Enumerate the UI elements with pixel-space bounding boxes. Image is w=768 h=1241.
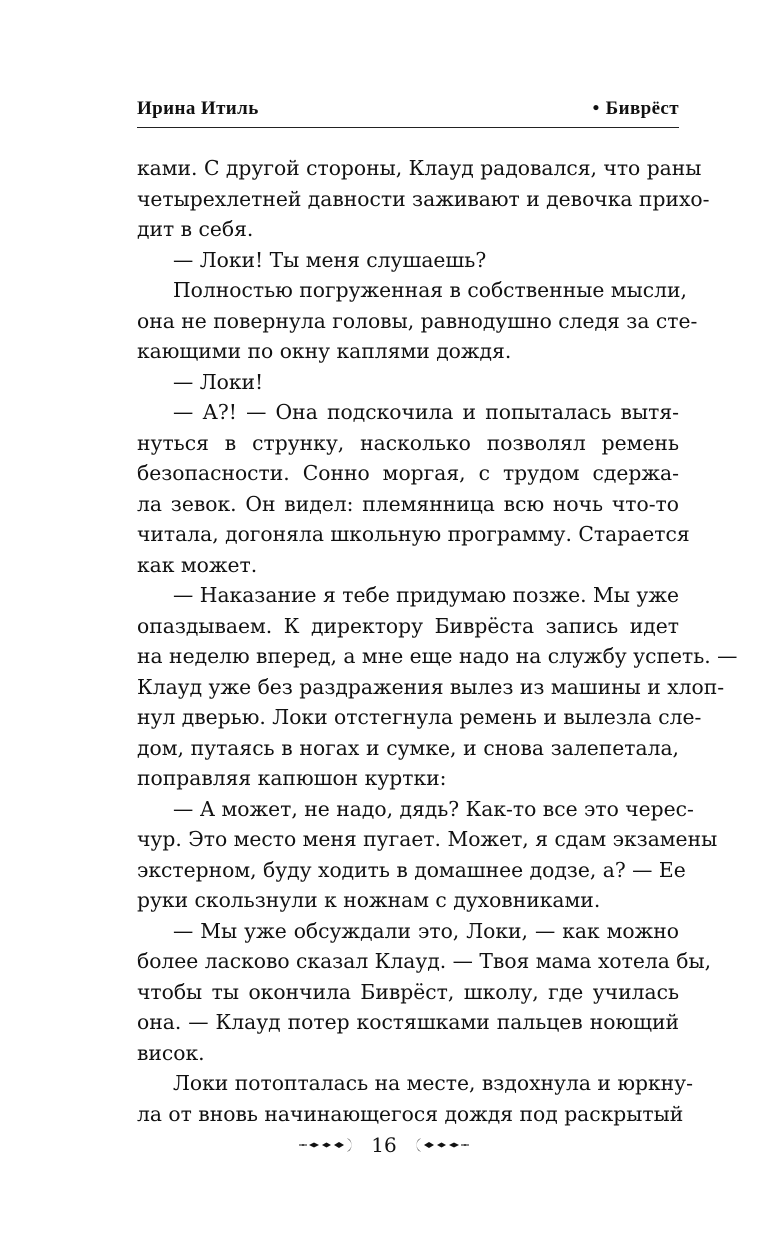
body-text [137,153,738,1129]
header-book-title: Биврёст [605,98,679,119]
text-line: чтобы ты окончила Биврёст, школу, где училась [137,979,679,1004]
page-number: 16 [371,1133,397,1157]
text-line: ла зевок. Он видел: племянница всю ночь что-то [137,491,679,516]
text-line: — Мы уже обсуждали это, Локи, — как можно [173,918,679,943]
header-book-title-group [593,98,679,120]
text-line: ла от вновь начинающегося дождя под раскрытый [137,1101,684,1126]
text-line: — Локи! [173,369,264,394]
text-line: читала, догоняла школьную программу. Старается [137,522,690,546]
text-line: — А может, не надо, дядь? Как-то все это черес- [173,796,694,821]
text-line: дит в себя. [137,217,254,241]
text-line: кающими по окну каплями дождя. [137,339,512,363]
running-header [137,96,679,126]
page-footer [0,1128,768,1162]
text-line: она. — Клауд потер костяшками пальцев ноющий [137,1010,679,1034]
text-line: она не повернула головы, равнодушно следя за сте- [137,308,698,333]
text-line: — А?! — Она подскочила и попыталась вытя- [173,400,679,424]
text-line: — Наказание я тебе придумаю позже. Мы уже [173,583,679,607]
text-line: нуться в струнку, насколько позволял ремень [137,430,679,455]
text-line: Полностью погруженная в собственные мысли, [173,278,687,302]
text-line: руки скользнули к ножнам с духовниками. [137,888,601,912]
text-line: висок. [137,1040,205,1065]
header-author: Ирина Итиль [137,98,259,119]
text-line: дом, путаясь в ногах и сумке, и снова залепетала, [137,735,679,760]
text-line: на неделю вперед, а мне еще надо на службу успеть. — [137,644,738,668]
text-line: опаздываем. К директору Биврёста запись идет [137,613,679,638]
text-line: — Локи! Ты меня слушаешь? [173,247,487,272]
text-line: как может. [137,552,258,577]
text-line: Клауд уже без раздражения вылез из машины и хлоп- [137,674,725,699]
text-line: Локи потопталась на месте, вздохнула и юркну- [173,1071,693,1095]
header-rule [137,127,679,128]
text-line: более ласково сказал Клауд. — Твоя мама хотела бы, [137,949,712,973]
header-bullet: • [592,98,600,119]
text-line: ками. С другой стороны, Клауд радовался, что раны [137,156,702,180]
text-line: безопасности. Сонно моргая, с трудом сдержа- [137,461,679,485]
text-line: чур. Это место меня пугает. Может, я сдам экзамены [137,827,718,851]
ornament-right-icon [407,1136,469,1154]
ornament-left-icon [299,1136,361,1154]
text-line: нул дверью. Локи отстегнула ремень и вылезла сле- [137,705,702,729]
text-line: поправляя капюшон куртки: [137,766,447,790]
text-line: четырехлетней давности заживают и девочка прихо- [137,186,710,211]
text-line: экстерном, буду ходить в домашнее додзе, а? — Ее [137,857,686,882]
